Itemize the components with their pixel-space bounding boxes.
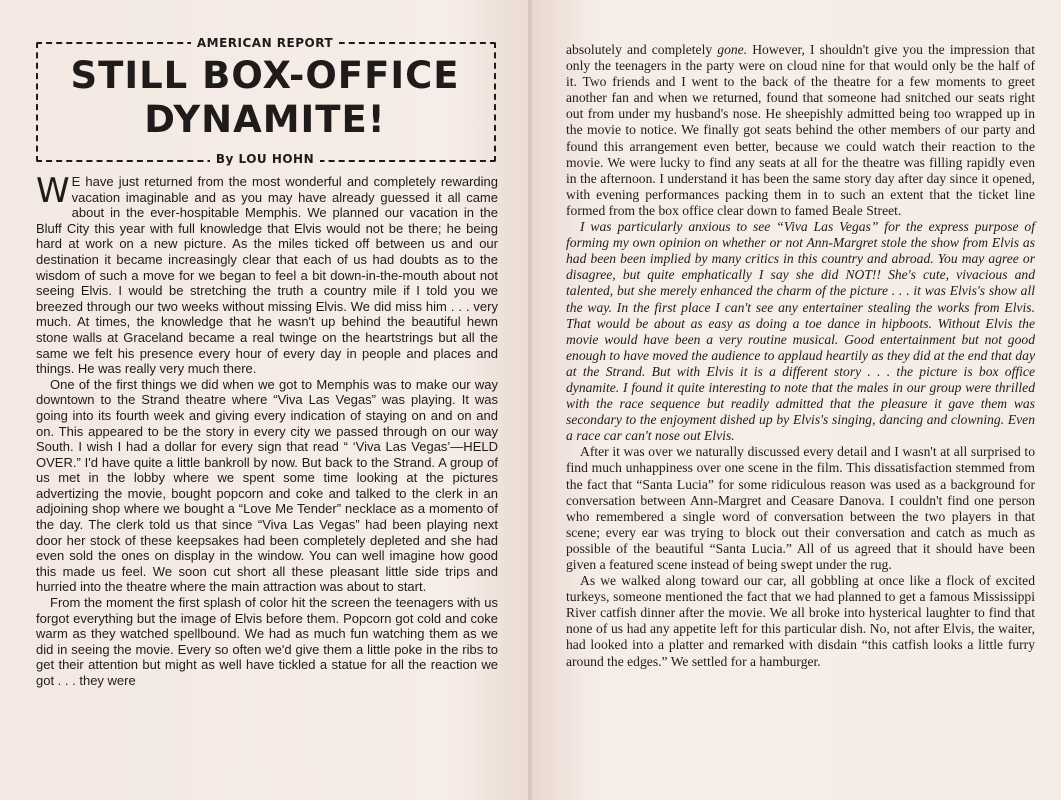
article-headline (36, 54, 494, 142)
paragraph-strand-theatre: One of the first things we did when we got to Memphis was to make our way downtown to the Strand theatre where “Viva Las Vegas” was playing. It was going into its fourth week and giving every indication of staying on and on and on. This appeared to be the story in every city we passed through on our way South. I wish I had a dollar for every sign that read “ ‘Viva Las Vegas’—HELD OVER.” I'd have quite a little bankroll by now. But back to the Strand. A group of us met in the lobby where we spent some time looking at the pictures advertizing the movie, bought popcorn and coke and talked to the clerk in an adjoining shop where we bought a “Love Me Tender” necklace as a momento of the day. The clerk told us that since “Viva Las Vegas” had been playing next door her stock of these keepsakes had been completely depleted and she had even sold the ones on display in the window. You can well imagine how good this made us feel. We soon cut short all these pleasant little side trips and hurried into the theatre where the main attraction was about to start. (36, 376, 498, 595)
drop-cap: W (36, 171, 70, 211)
headline-line-2: DYNAMITE! (144, 98, 386, 141)
paragraph-santa-lucia: After it was over we naturally discussed every detail and I wasn't at all surprised to find much unhappiness over one scene in the film. This dissatisfaction stemmed from the fact that “Santa Lucia” for some ridiculous reason was used as a background for conversation between Ann-Margret and Ceasare Danova. I couldn't find one person who remembered a single word of conversation between the two players in that scene; every ear was trying to block out their conversation and catch as much as possible of the beautiful “Santa Lucia.” All of us agreed that it should have been given a featured scene instead of being swept under the rug. (566, 444, 1035, 572)
lead-text: E have just returned from the most wonderful and completely rewarding vacation imaginable and as you may have already guessed it all came about in the ever-hospitable Memphis. We planned our vacation in the Bluff City this year with full knowledge that Elvis would not be there; he being hard at work on a new picture. As the miles ticked off between us and our destination it became increasingly clear that each of us had doubts as to the wisdom of such a move for we began to feel a bit down-in-the-mouth about not seeing Elvis. I would be stretching the truth a country mile if I told you we breezed through our two weeks without missing Elvis. We did miss him . . . very much. At times, the knowledge that he wasn't up behind the beautiful hewn stone walls at Graceland became a real twinge on the heartstrings but all the same we felt his presence every hour of every day in people and places and things. He was really very much there. (36, 174, 498, 377)
left-page (0, 0, 528, 800)
article-header (36, 34, 494, 166)
paragraph-catfish: As we walked along toward our car, all gobbling at once like a flock of excited turkeys, someone mentioned the fact that we had planned to get a famous Mississippi River catfish dinner after the movie. We all broke into hysterical laughter to find that none of us had any appetite left for this particular dish. No, not after Elvis, the waiter, had looked into a platter and remarked with disdain “this catfish looks a little furry around the edges.” We settled for a hamburger. (566, 573, 1035, 669)
lead-paragraph (36, 171, 498, 377)
byline-text: By LOU HOHN (210, 152, 320, 166)
kicker-text: AMERICAN REPORT (191, 36, 339, 50)
word-gone: gone. (717, 42, 748, 57)
paragraph-screening: From the moment the first splash of color hit the screen the teenagers with us forgot everything but the image of Elvis before them. Popcorn got cold and coke warm as they watched spellbound. We had as much fun watching them as we did in seeing the movie. Every so often we'd give them a little poke in the ribs to get their attention but might as well have tickled a statue for all the reaction we got . . . they were (36, 595, 498, 688)
left-column-text (36, 171, 498, 689)
continued-rest: However, I shouldn't give you the impression that only the teenagers in the party were on cloud nine for that would only be the half of it. Two friends and I went to the back of the theatre for a few moments to greet another fan and when we returned, found that someone had snitched our seats right out from under my husband's nose. He sheepishly admitted being too wrapped up in the movie to notice. We finally got seats behind the other members of our party and found this arrangement even better, because we could watch their reaction to the movie. We were lucky to find any seats at all for the theatre was filling rapidly even in the afternoon. I understand it has been the same story day after day since it opened, with evening performances packing them in to such an extent that the ticket line formed from the box office clear down to famed Beale Street. (566, 42, 1035, 218)
paragraph-ann-margret: I was particularly anxious to see “Viva Las Vegas” for the express purpose of forming my own opinion on whether or not Ann-Margret stole the show from Elvis as had been been implied by many critics in this country and abroad. You may agree or disagree, but quite emphatically I say she did NOT!! She's cute, vivacious and talented, but she merely enhanced the charm of the picture . . . it was Elvis's show all the way. In the first place I can't see any entertainer stealing the works from Elvis. That would be about as easy as doing a toe dance in hipboots. Without Elvis the movie would have been a very routine musical. Good entertainment but not good enough to have moved the audience to applaud heartily as they did at the end that day at the Strand. But with Elvis it is a different story . . . the picture is box office dynamite. I found it quite interesting to note that the males in our group were thrilled with the race sequence but readily admitted that the pleasure it gave them was secondary to the enjoyment dished up by Elvis's singing, dancing and clowning. Even a race car can't nose out Elvis. (566, 219, 1035, 444)
right-column-text (566, 42, 1035, 670)
paragraph-continued (566, 42, 1035, 219)
byline (36, 150, 494, 168)
continued-start: absolutely and completely (566, 42, 718, 57)
right-page (532, 0, 1061, 800)
section-kicker (36, 34, 494, 52)
headline-line-1: STILL BOX-OFFICE (70, 54, 460, 97)
